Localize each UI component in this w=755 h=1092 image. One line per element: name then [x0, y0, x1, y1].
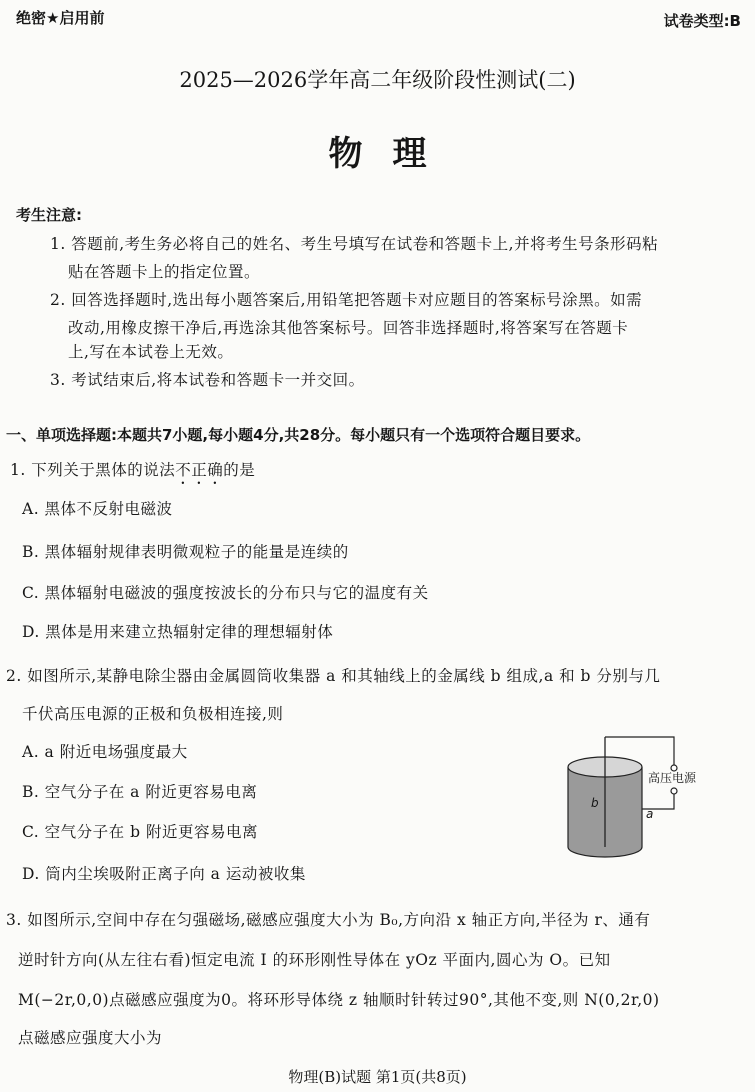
- subject-title: 物理: [328, 134, 457, 174]
- emphasized-text: 不正确: [175, 461, 224, 479]
- option-b: B. 空气分子在 a 附近更容易电离: [22, 783, 258, 801]
- notice-line: 改动,用橡皮擦干净后,再选涂其他答案标号。回答非选择题时,将答案写在答题卡: [68, 319, 629, 337]
- notice-line: 上,写在本试卷上无效。: [68, 343, 234, 361]
- precipitator-figure: [560, 735, 730, 870]
- notice-line: 贴在答题卡上的指定位置。: [68, 263, 261, 281]
- paper-type-label: 试卷类型:B: [663, 12, 741, 30]
- power-supply-label: 高压电源: [648, 771, 697, 785]
- wire-b-label: b: [591, 796, 599, 810]
- page-footer: 物理(B)试题 第1页(共8页): [288, 1068, 467, 1086]
- question-3-stem-line: M(−2r,0,0)点磁感应强度为0。将环形导体绕 z 轴顺时针转过90°,其他不变,则 N(0,2r,0): [18, 991, 660, 1009]
- stem-text: 的是: [223, 461, 256, 479]
- option-d: D. 筒内尘埃吸附正离子向 a 运动被收集: [22, 865, 306, 883]
- question-2-stem-line: 千伏高压电源的正极和负极相连接,则: [22, 705, 284, 723]
- notice-line: 2. 回答选择题时,选出每小题答案后,用铅笔把答题卡对应题目的答案标号涂黑。如需: [50, 291, 643, 309]
- question-3-stem-line: 逆时针方向(从左往右看)恒定电流 I 的环形刚性导体在 yOz 平面内,圆心为 O。已知: [18, 951, 611, 969]
- option-b: B. 黑体辐射规律表明微观粒子的能量是连续的: [22, 543, 349, 561]
- exam-title: 2025—2026学年高二年级阶段性测试(二): [179, 68, 576, 92]
- notice-line: 3. 考试结束后,将本试卷和答题卡一并交回。: [50, 371, 365, 389]
- option-a: A. 黑体不反射电磁波: [22, 500, 173, 518]
- notice-line: 1. 答题前,考生务必将自己的姓名、考生号填写在试卷和答题卡上,并将考生号条形码粘: [50, 235, 659, 253]
- question-2-stem-line: 2. 如图所示,某静电除尘器由金属圆筒收集器 a 和其轴线上的金属线 b 组成,a 和 b 分别与几: [6, 667, 661, 685]
- option-c: C. 空气分子在 b 附近更容易电离: [22, 823, 258, 841]
- question-3-stem-line: 3. 如图所示,空间中存在匀强磁场,磁感应强度大小为 B₀,方向沿 x 轴正方向,半径为 r、通有: [6, 911, 651, 929]
- section-heading: 一、单项选择题:本题共7小题,每小题4分,共28分。每小题只有一个选项符合题目要求。: [6, 426, 591, 444]
- confidential-label: 绝密★启用前: [16, 9, 105, 27]
- option-c: C. 黑体辐射电磁波的强度按波长的分布只与它的温度有关: [22, 584, 429, 602]
- stem-text: 1. 下列关于黑体的说法: [10, 461, 176, 479]
- cylinder-a-label: a: [646, 807, 654, 821]
- question-3-stem-line: 点磁感应强度大小为: [18, 1029, 163, 1047]
- option-d: D. 黑体是用来建立热辐射定律的理想辐射体: [22, 623, 334, 641]
- notice-heading: 考生注意:: [16, 206, 82, 224]
- option-a: A. a 附近电场强度最大: [22, 743, 188, 761]
- question-1-stem: [10, 458, 255, 488]
